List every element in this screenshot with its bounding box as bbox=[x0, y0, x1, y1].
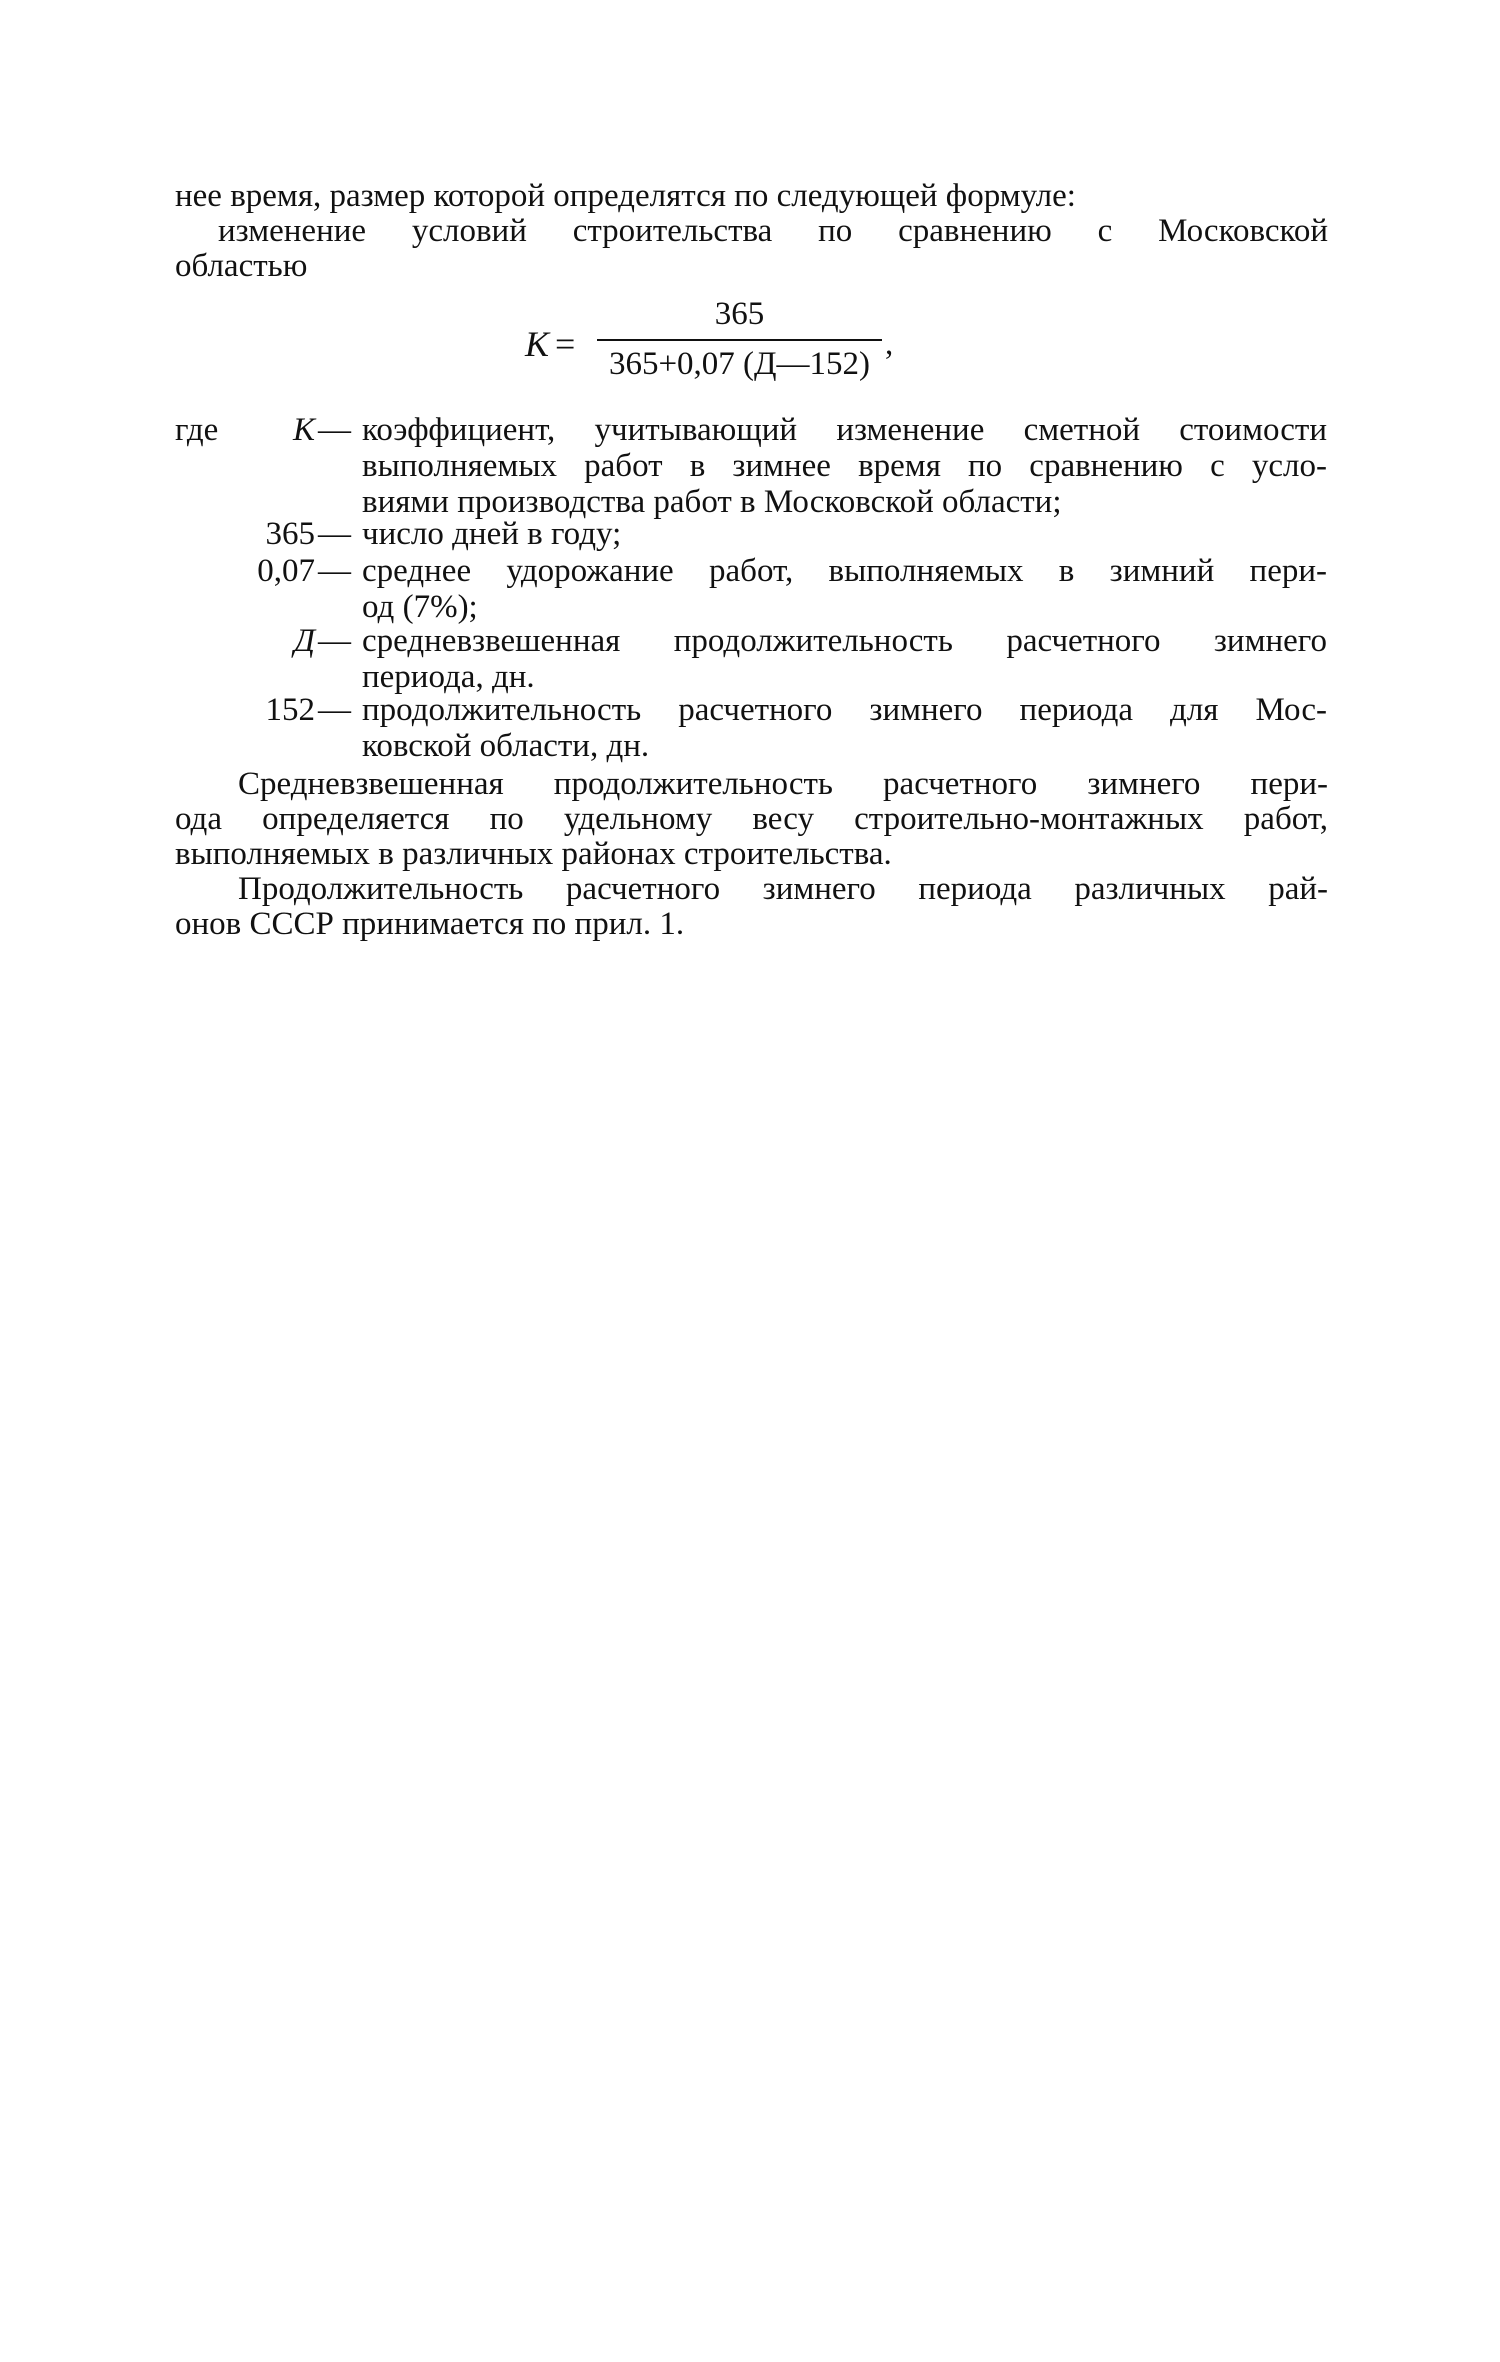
intro-line-3: областью bbox=[175, 248, 308, 284]
definition-symbol-d: Д bbox=[294, 623, 315, 659]
paragraph-1-line-2: ода определяется по удельному весу строительно-монтажных работ, bbox=[175, 801, 1328, 837]
definition-line: ковской области, дн. bbox=[362, 728, 650, 764]
formula-equals: = bbox=[555, 324, 576, 364]
formula-lhs: K bbox=[525, 324, 550, 364]
definition-dash: — bbox=[318, 692, 351, 728]
formula-trailing-comma: , bbox=[885, 326, 894, 362]
definition-line: средневзвешенная продолжительность расчетного зимнего bbox=[362, 623, 1327, 659]
definition-line: число дней в году; bbox=[362, 516, 622, 552]
definition-dash: — bbox=[318, 623, 351, 659]
definition-0-07-text bbox=[362, 553, 1327, 625]
definition-symbol-365: 365 bbox=[265, 516, 315, 552]
definition-line: выполняемых работ в зимнее время по сравнению с усло- bbox=[362, 448, 1327, 484]
definition-365-text bbox=[362, 516, 1327, 552]
definition-symbol-k: K bbox=[292, 412, 315, 448]
intro-line-1: нее время, размер которой определятся по следующей формуле: bbox=[175, 178, 1076, 214]
definition-line: виями производства работ в Московской области; bbox=[362, 484, 1062, 520]
definition-symbol-0-07: 0,07 bbox=[257, 553, 315, 589]
where-word: где bbox=[175, 412, 219, 448]
paragraph-1-line-3: выполняемых в различных районах строительства. bbox=[175, 836, 892, 872]
definition-line: продолжительность расчетного зимнего периода для Мос- bbox=[362, 692, 1327, 728]
paragraph-2-line-1: Продолжительность расчетного зимнего периода различных рай- bbox=[238, 871, 1328, 907]
definition-line: од (7%); bbox=[362, 589, 478, 625]
definition-line: коэффициент, учитывающий изменение сметной стоимости bbox=[362, 412, 1327, 448]
definition-d-text bbox=[362, 623, 1327, 695]
paragraph-1-line-1: Средневзвешенная продолжительность расчетного зимнего пери- bbox=[238, 766, 1328, 802]
definition-symbol-152: 152 bbox=[265, 692, 315, 728]
intro-line-2: изменение условий строительства по сравнению с Московской bbox=[218, 213, 1328, 249]
definition-dash: — bbox=[318, 412, 351, 448]
definition-line: среднее удорожание работ, выполняемых в зимний пери- bbox=[362, 553, 1327, 589]
formula-denominator: 365+0,07 (Д—152) bbox=[608, 346, 871, 382]
fraction-bar bbox=[597, 339, 882, 341]
formula bbox=[525, 296, 985, 396]
definition-dash: — bbox=[318, 553, 351, 589]
formula-numerator: 365 bbox=[714, 296, 765, 332]
definition-k-text bbox=[362, 412, 1327, 520]
definition-line: периода, дн. bbox=[362, 659, 535, 695]
definition-152-text bbox=[362, 692, 1327, 764]
definition-dash: — bbox=[318, 516, 351, 552]
paragraph-2-line-2: онов СССР принимается по прил. 1. bbox=[175, 906, 685, 942]
